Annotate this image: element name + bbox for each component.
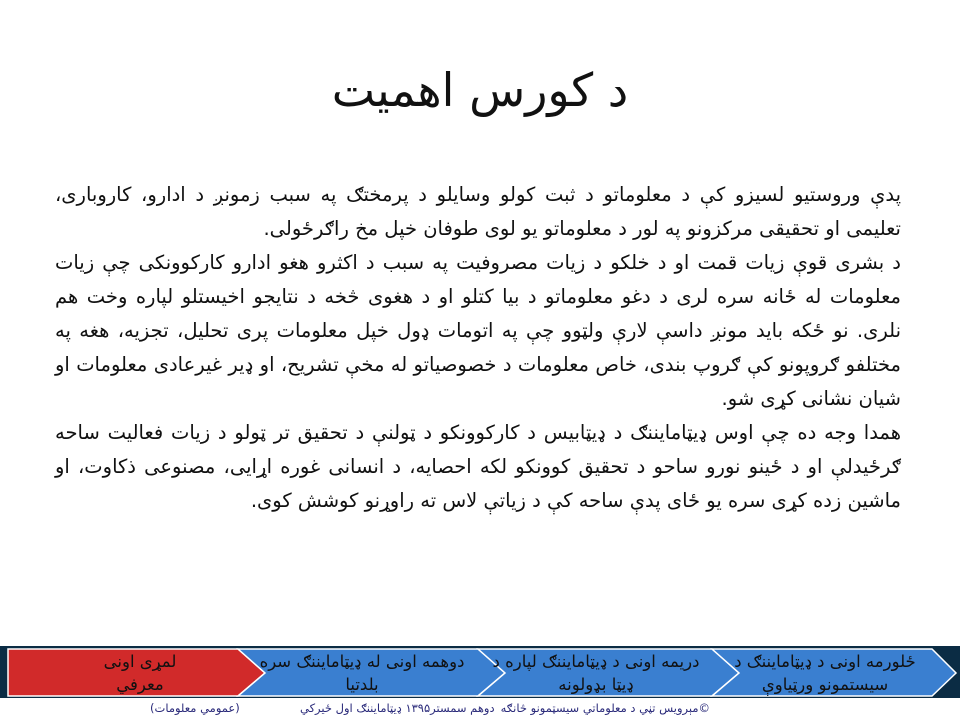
body-paragraph: پدې وروستيو لسيزو کې د معلوماتو د ثبت کولو وسايلو د پرمختګ په سبب زمونږ د ادارو، کاروباری، تعلیمی او تحقیقی مرکزونو په لور د معلوماتو يو لوی طوفان خپل مخ راګرځولی. [55,183,901,240]
slide-footer [0,698,960,720]
week-navigation-bar [0,646,960,698]
nav-week-2-label[interactable]: دوهمه اونی له ډيټامايننګ سره بلدتيا [259,652,465,694]
slide-title: د کورس اهمیت [331,63,629,117]
footer-section-label: (عمومي معلومات) [150,701,240,715]
footer-semester-info: دوهم سمستر۱۳۹۵ ډيټامايننګ اول ځيرکي [300,701,495,715]
nav-week-4-label[interactable]: ځلورمه اونی د ډيټامايننګ د سيستمونو ورټياوې [734,652,916,694]
slide-body [55,178,901,518]
footer-course-info: ©مېرويس تڼي د معلوماتي سيسټمونو څانګه [500,701,710,715]
body-paragraph: همدا وجه ده چې اوس ډيټامايننګ د ډيټابيس د کارکوونکو د ټولنې د تحقيق تر ټولو د زيات فعاليت ساحه ګرځيدلې او د ځینو نورو ساحو د تحقيق کوونکو لکه احصايه، د انسانی غوره اړايی، مصنوعی ذکاوت، او ماشين زده کړی سره يو ځای پدې ساحه کې د زياتې لاس ته راوړنو کوشش کوی. [55,421,901,512]
nav-week-1-label[interactable]: لمړی اونی معرفي [103,652,177,694]
body-paragraph: د بشری قوې زیات قمت او د خلکو د زيات مصروفيت په سبب د اکثرو هغو ادارو کارکوونکی چې زيات معلومات له ځانه سره لری د دغو معلوماتو د بيا کتلو او د هغوی څخه د نتايجو اخيستلو لپاره وخت هم نلری. نو ځکه بايد مونږ داسې لارې ولټوو چې په اتومات ډول خپل معلومات پری تحلیل، تجزيه، هغه په مختلفو ګروپونو کې ګروپ بندی، خاص معلومات د خصوصياتو له مخې تشريح، او ډير غيرعادی معلومات او شيان نشانی کړی شو. [55,251,901,410]
nav-week-3-label[interactable]: دريمه اونی د ډيټامايننګ لپاره د ډيټا بډولونه [492,652,700,694]
